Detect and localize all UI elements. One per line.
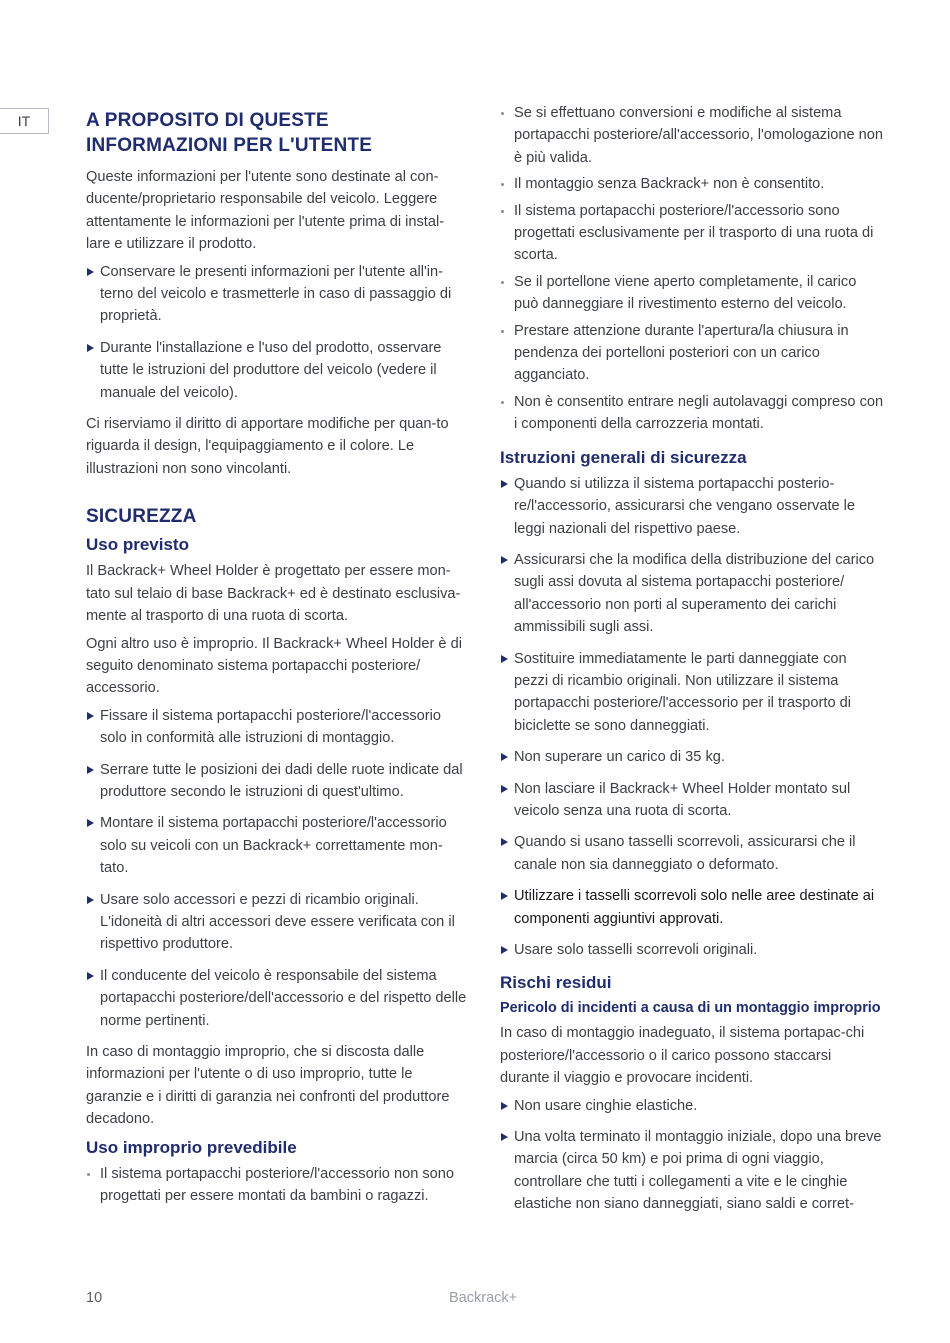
safety-title: SICUREZZA: [86, 506, 197, 528]
list-item: Quando si utilizza il sistema portapacchi posterio-re/l'accessorio, assicurarsi che vengano osservate le leggi nazionali del rispettivo paese.: [500, 473, 884, 540]
list-item: Montare il sistema portapacchi posteriore/l'accessorio solo su veicoli con un Backrack+ correttamente mon-tato.: [86, 812, 468, 879]
list-item: Sostituire immediatamente le parti danneggiate con pezzi di ricambio originali. Non utilizzare il sistema portapacchi posteriore/l'accessorio per il trasporto di biciclette se sono danneggiati.: [500, 648, 884, 738]
general-safety-list: [500, 473, 884, 962]
list-item: Il sistema portapacchi posteriore/l'accessorio non sono progettati per essere montati da bambini o ragazzi.: [86, 1163, 468, 1208]
about-title: A PROPOSITO DI QUESTE INFORMAZIONI PER L'UTENTE: [86, 110, 373, 156]
left-column: [86, 108, 468, 1211]
list-item: Serrare tutte le posizioni dei dadi delle ruote indicate dal produttore secondo le istruzioni di quest'ultimo.: [86, 759, 468, 804]
list-item: Il conducente del veicolo è responsabile del sistema portapacchi posteriore/dell'accessorio e del rispetto delle norme pertinenti.: [86, 965, 468, 1032]
intended-use-list: [86, 705, 468, 1032]
list-item: Usare solo accessori e pezzi di ricambio originali. L'idoneità di altri accessori deve essere verificata con il rispettivo produttore.: [86, 889, 468, 956]
list-item: Fissare il sistema portapacchi posteriore/l'accessorio solo in conformità alle istruzioni di montaggio.: [86, 705, 468, 750]
right-column: [500, 105, 884, 1225]
list-item: Conservare le presenti informazioni per l'utente all'in-terno del veicolo e trasmetterle in caso di passaggio di proprietà.: [86, 261, 468, 328]
list-item: Se si effettuano conversioni e modifiche al sistema portapacchi posteriore/all'accessorio, l'omologazione non è più valida.: [500, 102, 884, 169]
intended-use-paragraph: Il Backrack+ Wheel Holder è progettato per essere mon-tato sul telaio di base Backrack+ ed è destinato esclusiva-mente al trasporto di una ruota di scorta.: [86, 563, 461, 625]
accident-hazard-title: Pericolo di incidenti a causa di un montaggio improprio: [500, 1000, 881, 1017]
list-item: Una volta terminato il montaggio iniziale, dopo una breve marcia (circa 50 km) e poi prima di ogni viaggio, controllare che tutti i collegamenti a vite e le cinghie elastiche non siano danneggiati, siano saldi e corret-: [500, 1126, 884, 1216]
about-intro: Queste informazioni per l'utente sono destinate al con-ducente/proprietario responsabile del veicolo. Leggere attentamente le informazioni per l'utente prima di instal-lare e utilizzare il prodotto.: [86, 169, 445, 253]
about-note: Ci riserviamo il diritto di apportare modifiche per quan-to riguarda il design, l'equipaggiamento e il colore. Le illustrazioni non sono vincolanti.: [86, 416, 449, 477]
list-item: Non usare cinghie elastiche.: [500, 1095, 884, 1117]
footer-brand: Backrack+: [449, 1290, 518, 1306]
list-item: Non lasciare il Backrack+ Wheel Holder montato sul veicolo senza una ruota di scorta.: [500, 778, 884, 823]
intended-use-paragraph: Ogni altro uso è improprio. Il Backrack+ Wheel Holder è di seguito denominato sistema portapacchi posteriore/ accessorio.: [86, 635, 462, 697]
list-item: Usare solo tasselli scorrevoli originali.: [500, 939, 884, 961]
accident-hazard-paragraph: In caso di montaggio inadeguato, il sistema portapac-chi posteriore/l'accessorio o il carico possono staccarsi durante il viaggio e provocare incidenti.: [500, 1025, 865, 1087]
list-item: Quando si usano tasselli scorrevoli, assicurarsi che il canale non sia danneggiato o deformato.: [500, 831, 884, 876]
list-item: Assicurarsi che la modifica della distribuzione del carico sugli assi dovuta al sistema portapacchi posteriore/ all'accessorio non porti al superamento dei carichi ammissibili sugli assi.: [500, 549, 884, 639]
intended-use-note: In caso di montaggio improprio, che si discosta dalle informazioni per l'utente o di uso improprio, tutte le garanzie e i diritti di garanzia nei confronti del produttore decadono.: [86, 1044, 450, 1128]
misuse-title: Uso improprio prevedibile: [86, 1137, 297, 1157]
list-item: Non superare un carico di 35 kg.: [500, 746, 884, 768]
list-item: Il montaggio senza Backrack+ non è consentito.: [500, 173, 884, 195]
list-item: Se il portellone viene aperto completamente, il carico può danneggiare il rivestimento esterno del veicolo.: [500, 271, 884, 316]
misuse-list-continued: [500, 102, 884, 436]
list-item: Utilizzare i tasselli scorrevoli solo nelle aree destinate ai componenti aggiuntivi approvati.: [500, 885, 884, 930]
list-item: Prestare attenzione durante l'apertura/la chiusura in pendenza dei portelloni posteriori con un carico agganciato.: [500, 320, 884, 387]
page-number: 10: [86, 1290, 103, 1306]
misuse-list: [86, 1163, 468, 1208]
language-tab: IT: [0, 108, 49, 134]
accident-hazard-list: [500, 1095, 884, 1216]
list-item: Non è consentito entrare negli autolavaggi compreso con i componenti della carrozzeria montati.: [500, 391, 884, 436]
residual-risks-title: Rischi residui: [500, 973, 612, 993]
list-item: Il sistema portapacchi posteriore/l'accessorio sono progettati esclusivamente per il trasporto di una ruota di scorta.: [500, 200, 884, 267]
about-list: [86, 261, 468, 404]
list-item: Durante l'installazione e l'uso del prodotto, osservare tutte le istruzioni del produttore del veicolo (vedere il manuale del veicolo).: [86, 337, 468, 404]
intended-use-title: Uso previsto: [86, 535, 189, 555]
general-safety-title: Istruzioni generali di sicurezza: [500, 447, 747, 467]
